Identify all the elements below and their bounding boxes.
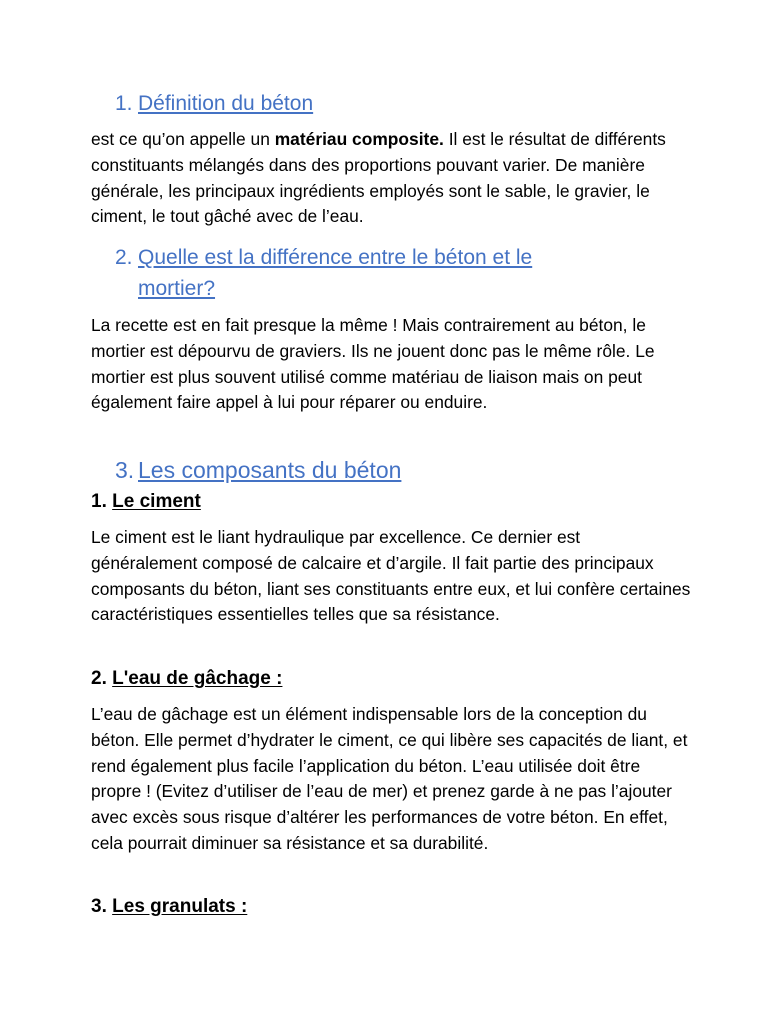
- paragraph-definition: [91, 127, 691, 230]
- subheading-ciment: [91, 490, 201, 514]
- paragraph-eau: L’eau de gâchage est un élément indispensable lors de la conception du béton. Elle permet d’hydrater le ciment, ce qui libère ses capacités de liant, et rend également plus facile l’application du béton. L’eau utilisée doit être propre ! (Evitez d’utiliser de l’eau de mer) et prenez garde à ne pas l’ajouter avec excès sous risque d’altérer les performances de votre béton. En effet, cela pourrait diminuer sa résistance et sa durabilité.: [91, 704, 688, 853]
- subheading-title: L'eau de gâchage :: [112, 668, 283, 689]
- paragraph-ciment: Le ciment est le liant hydraulique par excellence. Ce dernier est généralement composé de calcaire et d’argile. Il fait partie des principaux composants du béton, liant ses constituants entre eux, et lui confère certaines caractéristiques essentielles telles que sa résistance.: [91, 527, 691, 625]
- heading-number: 2.: [115, 246, 133, 269]
- paragraph-text: Il est le résultat de différents constituants mélangés dans des proportions pouvant varier. De manière générale, les principaux ingrédients employés sont le sable, le gravier, le ciment, le tout gâché avec de l’eau.: [91, 129, 666, 227]
- paragraph-text: est ce qu’on appelle un: [91, 129, 275, 149]
- bold-term: matériau composite.: [274, 129, 444, 149]
- heading-number: 3.: [115, 457, 135, 483]
- heading-number: 1.: [115, 92, 133, 115]
- heading-title-line2: mortier?: [138, 277, 216, 300]
- subheading-number: 3.: [91, 896, 107, 917]
- heading-title-line1: Quelle est la différence entre le béton et le: [138, 246, 533, 269]
- subheading-number: 1.: [91, 491, 107, 512]
- subheading-granulats: [91, 895, 247, 919]
- subheading-title: Le ciment: [112, 491, 201, 512]
- subheading-title: Les granulats :: [112, 896, 248, 917]
- subheading-number: 2.: [91, 668, 107, 689]
- paragraph-difference: La recette est en fait presque la même ! Mais contrairement au béton, le mortier est dépourvu de graviers. Ils ne jouent donc pas le même rôle. Le mortier est plus souvent utilisé comme matériau de liaison mais on peut également faire appel à lui pour réparer ou enduire.: [91, 315, 655, 413]
- subheading-eau: [91, 667, 282, 691]
- heading-title: Les composants du béton: [138, 457, 402, 483]
- heading-title: Définition du béton: [138, 92, 314, 115]
